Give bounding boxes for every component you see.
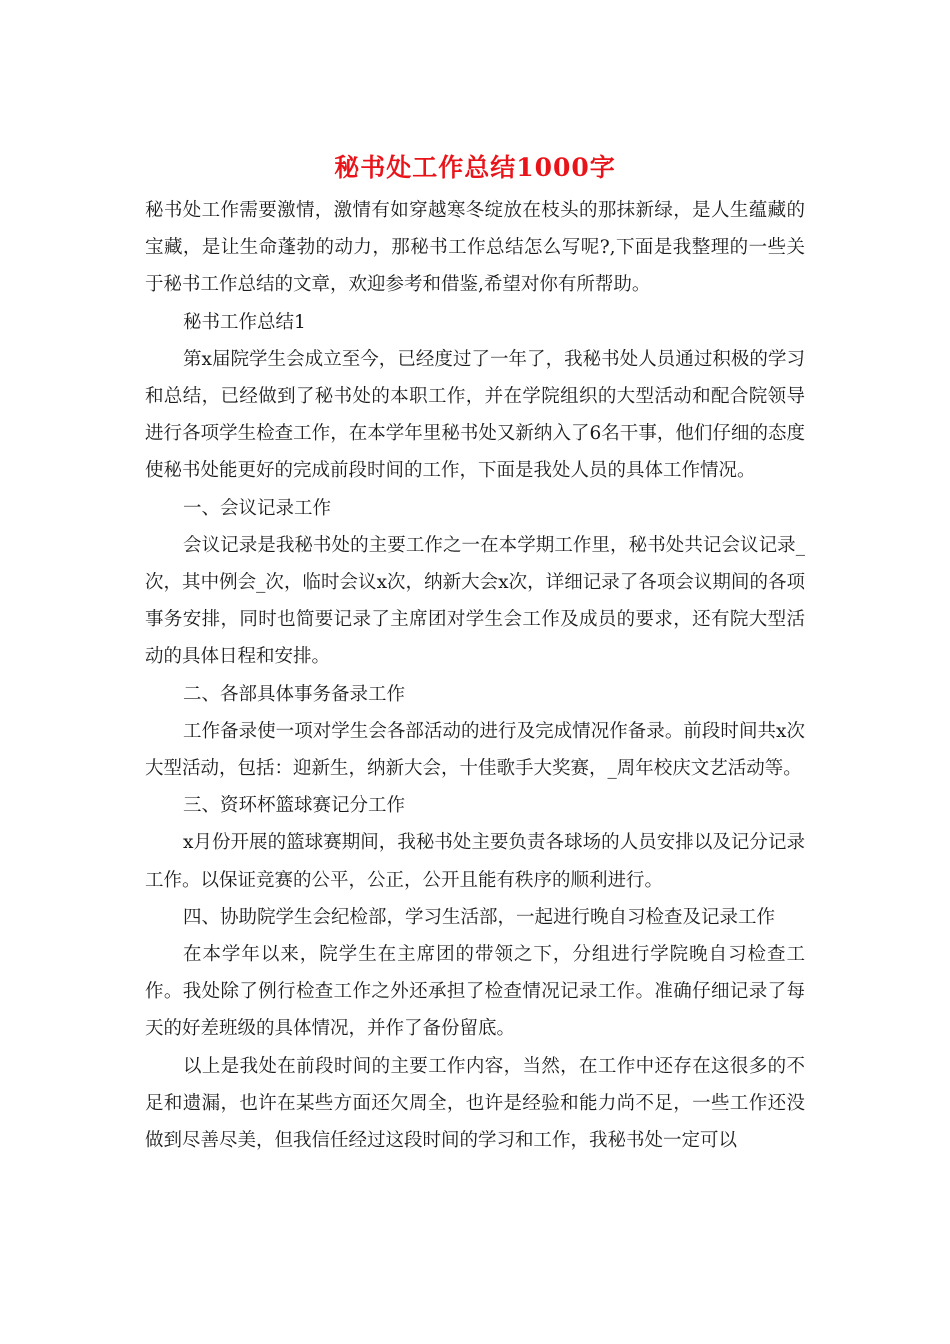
- section-heading-department-records: 二、各部具体事务备录工作: [183, 683, 406, 705]
- body-paragraph: 会议记录是我秘书处的主要工作之一在本学期工作里，秘书处共记会议记录_次，其中例会_次，临时会议x次，纳新大会x次，详细记录了各项会议期间的各项事务安排，同时也简要记录了主席团对学生会工作及成员的要求，还有院大型活动的具体日程和安排。: [145, 534, 805, 668]
- section-heading-basketball-scoring: 三、资环杯篮球赛记分工作: [183, 795, 406, 817]
- body-paragraph: 以上是我处在前段时间的主要工作内容，当然，在工作中还存在这很多的不足和遗漏，也许在某些方面还欠周全，也许是经验和能力尚不足，一些工作还没做到尽善尽美，但我信任经过这段时间的学习和工作，我秘书处一定可以: [145, 1055, 805, 1152]
- section-heading-meeting-records: 一、会议记录工作: [183, 497, 332, 519]
- body-paragraph: 第x届院学生会成立至今，已经度过了一年了，我秘书处人员通过积极的学习和总结，已经做到了秘书处的本职工作，并在学院组织的大型活动和配合院领导进行各项学生检查工作，在本学年里秘书处又新纳入了6名干事，他们仔细的态度使秘书处能更好的完成前段时间的工作，下面是我处人员的具体工作情况。: [145, 348, 805, 482]
- document-title: 秘书处工作总结1000字: [334, 153, 616, 182]
- intro-paragraph: 秘书处工作需要激情，激情有如穿越寒冬绽放在枝头的那抹新绿，是人生蕴藏的宝藏，是让生命蓬勃的动力，那秘书工作总结怎么写呢?,下面是我整理的一些关于秘书工作总结的文章，欢迎参考和借鉴,希望对你有所帮助。: [145, 200, 805, 296]
- section-heading-summary-1: 秘书工作总结1: [183, 311, 306, 333]
- section-heading-study-inspection: 四、协助院学生会纪检部，学习生活部，一起进行晚自习检查及记录工作: [183, 906, 776, 928]
- body-paragraph: x月份开展的篮球赛期间，我秘书处主要负责各球场的人员安排以及记分记录工作。以保证竞赛的公平，公正，公开且能有秩序的顺利进行。: [145, 832, 805, 891]
- body-paragraph: 工作备录使一项对学生会各部活动的进行及完成情况作备录。前段时间共x次大型活动，包括：迎新生，纳新大会，十佳歌手大奖赛，_周年校庆文艺活动等。: [145, 720, 805, 780]
- body-paragraph: 在本学年以来，院学生在主席团的带领之下，分组进行学院晚自习检查工作。我处除了例行检查工作之外还承担了检查情况记录工作。准确仔细记录了每天的好差班级的具体情况，并作了备份留底。: [145, 944, 805, 1040]
- document-body: [145, 192, 805, 1159]
